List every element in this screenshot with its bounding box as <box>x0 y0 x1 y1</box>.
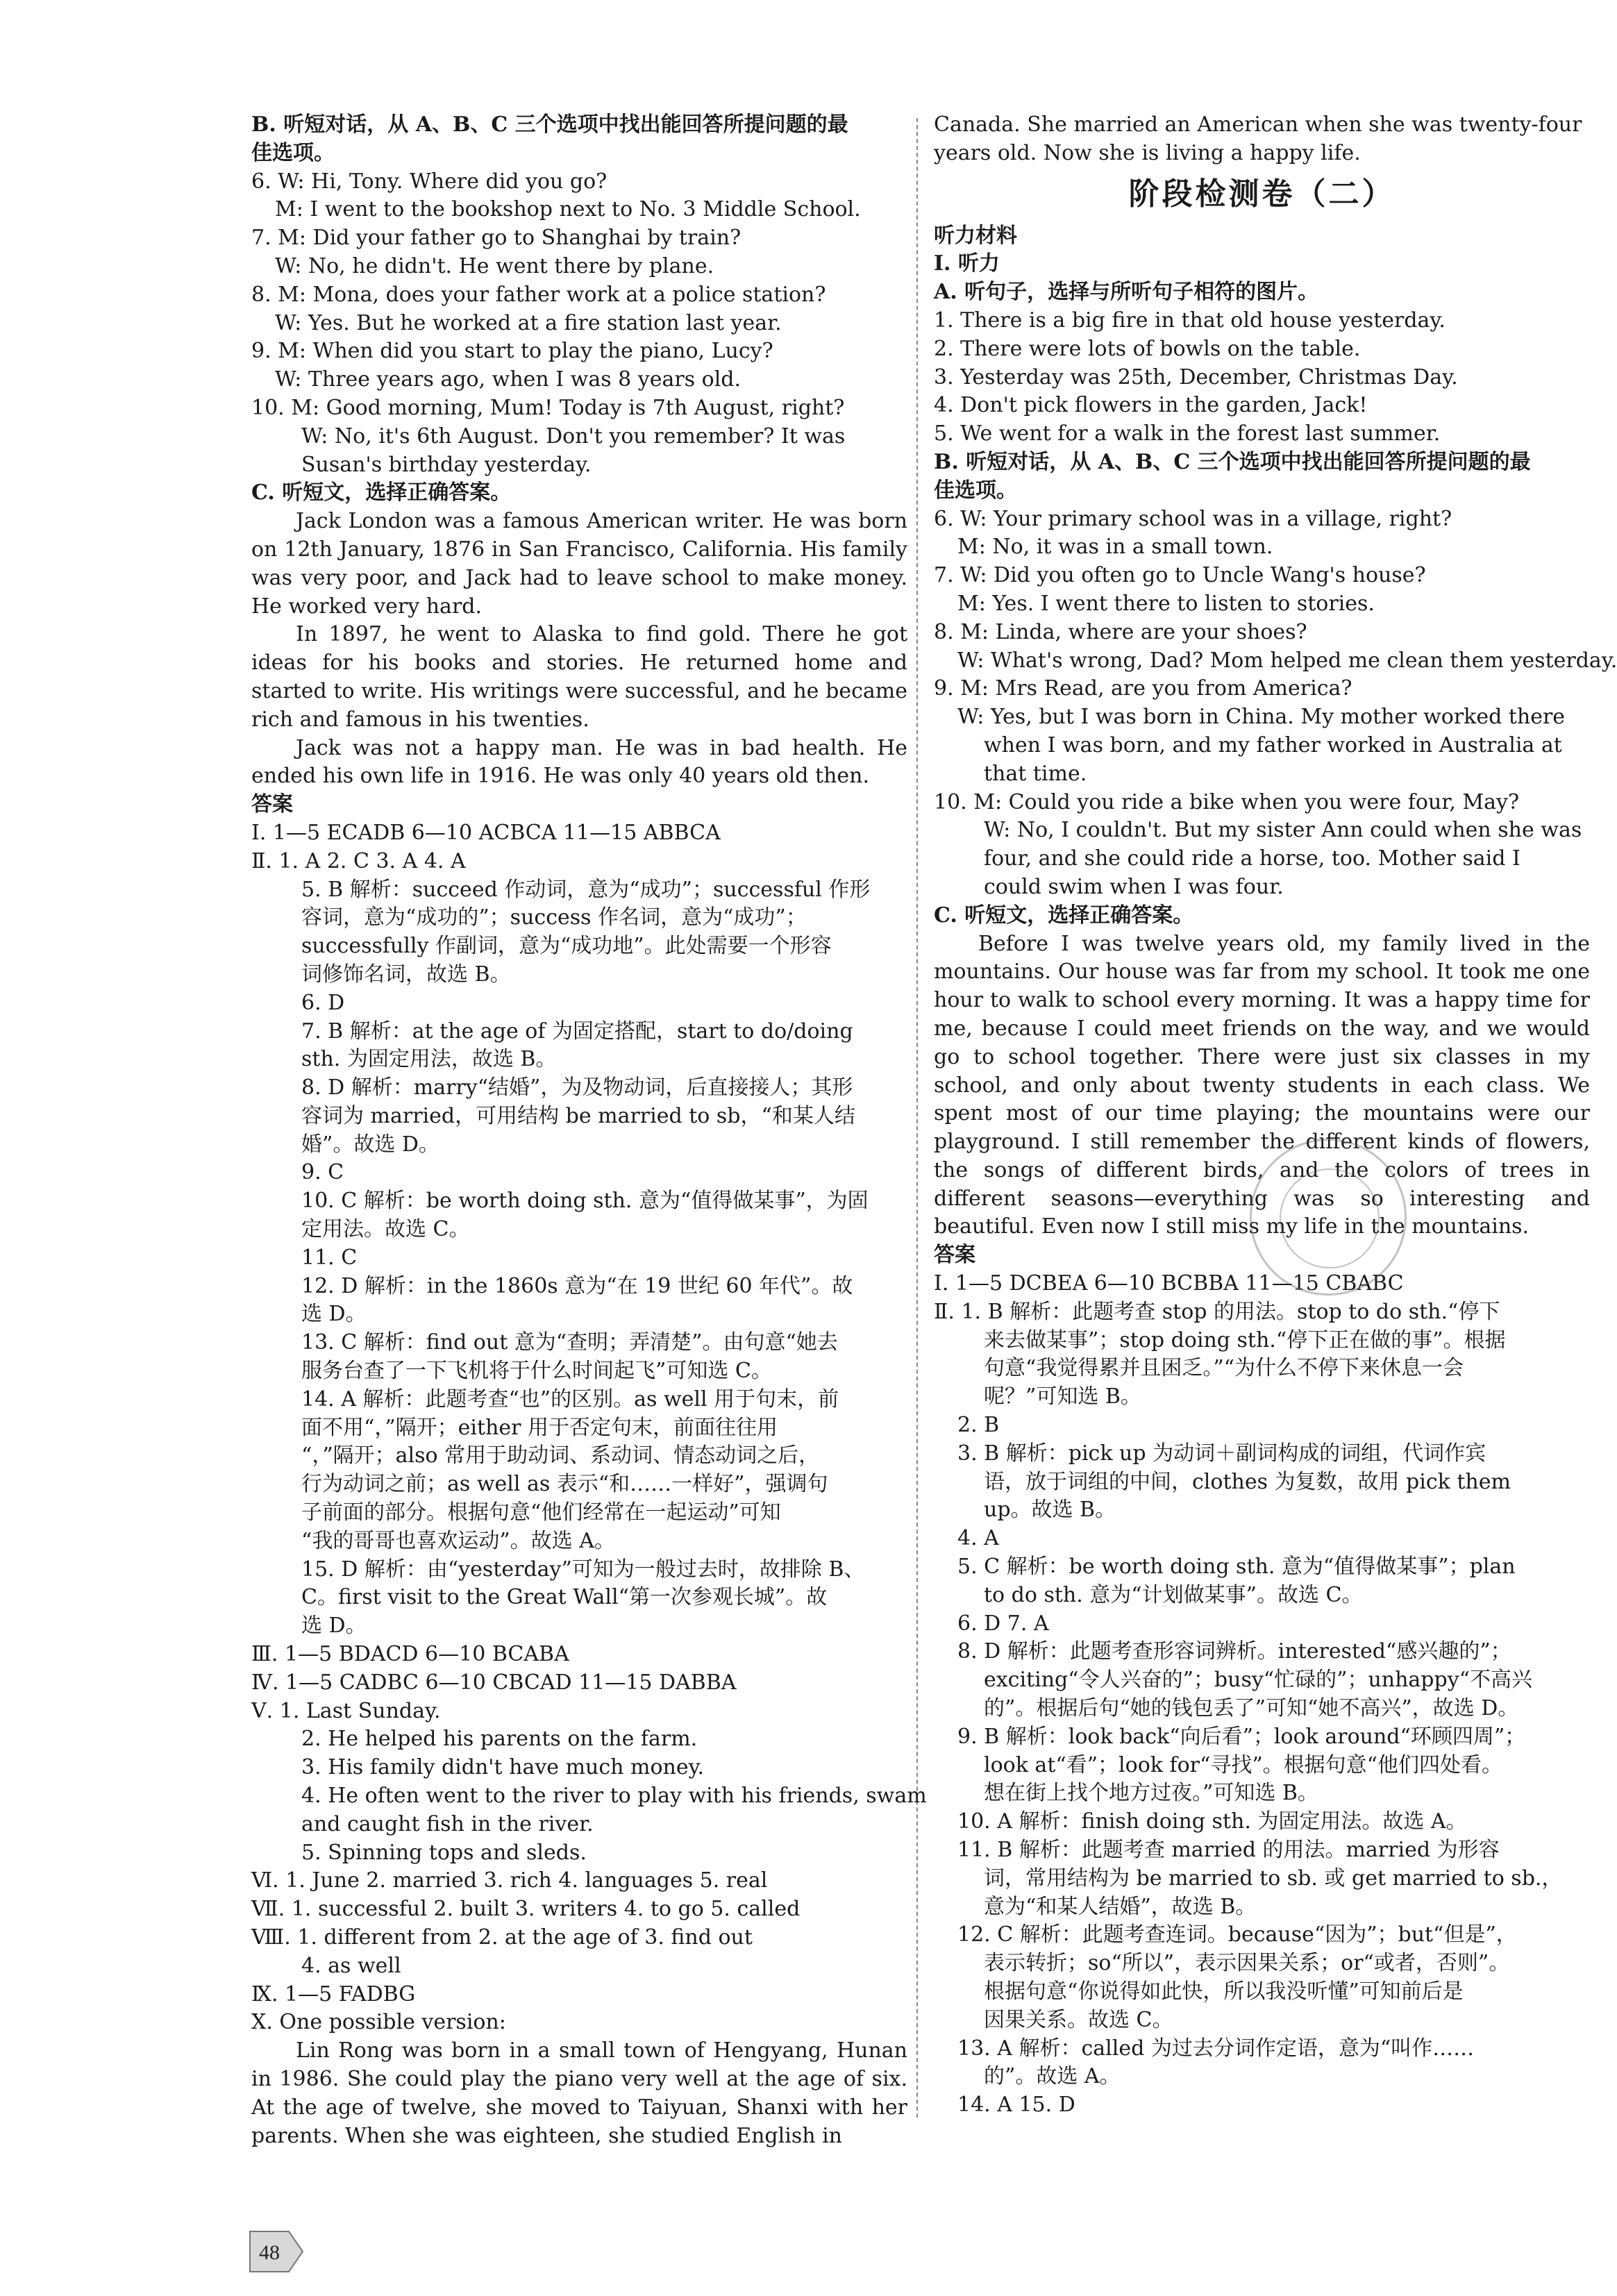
text-line: W: No, it's 6th August. Don't you remember? It was <box>301 424 846 449</box>
section-label: 佳选项。 <box>251 140 335 165</box>
text-line: W: What's wrong, Dad? Mom helped me clean them yesterday. <box>957 648 1617 673</box>
section-label: B. 听短对话，从 A、B、C 三个选项中找出能回答所提问题的最 <box>934 449 1531 474</box>
text-line: 6. D <box>301 990 345 1015</box>
text-line: 9. C <box>301 1160 344 1185</box>
text-line: four, and she could ride a horse, too. Mother said I <box>984 846 1520 871</box>
section-label: C. 听短文，选择正确答案。 <box>934 903 1194 928</box>
text-line: Ⅰ. 1—5 ECADB 6—10 ACBCA 11—15 ABBCA <box>251 820 721 845</box>
text-line: 8. M: Mona, does your father work at a police station? <box>251 282 826 307</box>
right-top-continuation <box>934 111 1590 168</box>
text-line: Ⅳ. 1—5 CADBC 6—10 CBCAD 11—15 DABBA <box>251 1670 737 1695</box>
paragraph: Jack London was a famous American writer. He was born on 12th January, 1876 in San Francisco, California. His family was very poor, and Jack had to leave school to make money. He worked very hard. <box>251 509 907 619</box>
section-label: 佳选项。 <box>934 478 1017 503</box>
text-line: 因果关系。故选 C。 <box>984 2007 1173 2032</box>
text-line: 4. as well <box>301 1953 401 1978</box>
section-label: 答案 <box>251 792 293 817</box>
text-line: 10. M: Could you ride a bike when you were four, May? <box>934 789 1520 814</box>
text-line: 4. He often went to the river to play with his friends, swam <box>301 1784 927 1809</box>
text-line: exciting“令人兴奋的”；busy“忙碌的”；unhappy“不高兴 <box>984 1668 1533 1693</box>
text-line: 15. D 解析：由“yesterday”可知为一般过去时，故排除 B、 <box>301 1557 865 1582</box>
text-line: could swim when I was four. <box>984 874 1284 899</box>
text-line: W: No, I couldn't. But my sister Ann could when she was <box>984 818 1582 843</box>
text-line: 语，放于词组的中间，clothes 为复数，故用 pick them <box>984 1469 1511 1494</box>
text-line: Ⅲ. 1—5 BDACD 6—10 BCABA <box>251 1642 569 1667</box>
text-line: 8. M: Linda, where are your shoes? <box>934 619 1307 644</box>
text-line: Ⅱ. 1. B 解析：此题考查 stop 的用法。stop to do sth.“停下 <box>934 1299 1500 1324</box>
watermark-seal <box>1250 1139 1407 1296</box>
text-line: 想在街上找个地方过夜。”可知选 B。 <box>984 1781 1318 1806</box>
text-line: 7. W: Did you often go to Uncle Wang's house? <box>934 563 1426 588</box>
text-line: when I was born, and my father worked in Australia at <box>984 732 1562 757</box>
text-line: Ⅶ. 1. successful 2. built 3. writers 4. to go 5. called <box>251 1897 801 1922</box>
section-label: 答案 <box>934 1243 975 1268</box>
text-line: 3. B 解析：pick up 为动词＋副词构成的词组，代词作宾 <box>957 1441 1486 1466</box>
text-line: Ⅷ. 1. different from 2. at the age of 3. find out <box>251 1925 753 1950</box>
text-line: 10. M: Good morning, Mum! Today is 7th August, right? <box>251 395 845 420</box>
text-line: 句意“我觉得累并且困乏。”“为什么不停下来休息一会 <box>984 1356 1464 1381</box>
text-line: 定用法。故选 C。 <box>301 1217 470 1242</box>
text-line: 13. C 解析：find out 意为“查明；弄清楚”。由句意“她去 <box>301 1330 838 1355</box>
text-line: Canada. She married an American when she was twenty-four <box>934 112 1582 137</box>
text-line: 7. M: Did your father go to Shanghai by train? <box>251 226 742 251</box>
text-line: years old. Now she is living a happy life. <box>934 140 1361 165</box>
text-line: 6. D 7. A <box>957 1611 1049 1636</box>
text-line: 12. D 解析：in the 1860s 意为“在 19 世纪 60 年代”。故 <box>301 1273 853 1298</box>
text-line: 呢？”可知选 B。 <box>984 1384 1141 1409</box>
text-line: 选 D。 <box>301 1302 367 1327</box>
text-line: successfully 作副词，意为“成功地”。此处需要一个形容 <box>301 934 832 959</box>
text-line: M: Yes. I went there to listen to stories. <box>957 591 1375 616</box>
text-line: 5. B 解析：succeed 作动词，意为“成功”；successful 作形 <box>301 877 871 902</box>
page-number: 48 <box>259 2241 280 2264</box>
text-line: 2. B <box>957 1413 1000 1438</box>
text-line: 婚”。故选 D。 <box>301 1132 439 1157</box>
text-line: up。故选 B。 <box>984 1498 1116 1523</box>
text-line: 12. C 解析：此题考查连词。because“因为”；but“但是”， <box>957 1922 1517 1947</box>
text-line: 9. M: When did you start to play the piano, Lucy? <box>251 339 773 364</box>
text-line: 4. A <box>957 1526 999 1551</box>
text-line: “，”隔开；also 常用于助动词、系动词、情态动词之后， <box>301 1443 820 1468</box>
text-line: 3. Yesterday was 25th, December, Christmas Day. <box>934 364 1458 389</box>
text-line: 的”。根据后句“她的钱包丢了”可知“她不高兴”，故选 D。 <box>984 1696 1519 1721</box>
text-line: 14. A 15. D <box>957 2093 1075 2118</box>
section-label: Ⅰ. 听力 <box>934 251 1000 276</box>
text-line: 词修饰名词，故选 B。 <box>301 962 511 987</box>
text-line: and caught fish in the river. <box>301 1811 594 1836</box>
text-line: 10. A 解析：finish doing sth. 为固定用法。故选 A。 <box>957 1809 1467 1834</box>
text-line: 7. B 解析：at the age of 为固定搭配，start to do/doing <box>301 1019 853 1044</box>
text-line: 服务台查了一下飞机将于什么时间起飞”可知选 C。 <box>301 1359 772 1384</box>
text-line: 容词为 married，可用结构 be married to sb，“和某人结 <box>301 1103 855 1128</box>
text-line: 面不用“，”隔开；either 用于否定句末，前面往往用 <box>301 1415 778 1440</box>
text-line: 14. A 解析：此题考查“也”的区别。as well 用于句末，前 <box>301 1386 839 1411</box>
text-line: 10. C 解析：be worth doing sth. 意为“值得做某事”，为固 <box>301 1189 869 1214</box>
text-line: 容词，意为“成功的”；success 作名词，意为“成功”； <box>301 905 807 930</box>
text-line: W: Yes, but I was born in China. My mother worked there <box>957 705 1566 730</box>
text-line: 行为动词之前；as well as 表示“和……一样好”，强调句 <box>301 1472 828 1497</box>
text-line: Ⅰ. 1—5 DCBEA 6—10 BCBBA 11—15 CBABC <box>934 1271 1404 1296</box>
paragraph: Before I was twelve years old, my family lived in the mountains. Our house was far from my school. It took me one hour to walk to school every morning. It was a happy time for me, because I could meet friends on the way, and we would go to school together. There were just six classes in my school, and only about twenty students in each class. We spent most of our time playing; the mountains were our playground. I still remember the different kinds of flowers, the songs of different birds, and the colors of trees in different seasons—everything was so interesting and beautiful. Even now I still miss my life in the mountains. <box>934 931 1590 1239</box>
paragraph: Lin Rong was born in a small town of Hengyang, Hunan in 1986. She could play the piano very well at the age of six. At the age of twelve, she moved to Taiyuan, Shanxi with her parents. When she was eighteen, she studied English in <box>251 2038 907 2148</box>
text-line: 5. We went for a walk in the forest last summer. <box>934 421 1441 446</box>
text-line: 8. D 解析：marry“结婚”，为及物动词，后直接接人；其形 <box>301 1075 853 1100</box>
text-line: 词，常用结构为 be married to sb. 或 get married to sb.， <box>984 1866 1563 1891</box>
text-line: 1. There is a big fire in that old house yesterday. <box>934 308 1446 333</box>
text-line: 子前面的部分。根据句意“他们经常在一起运动”可知 <box>301 1500 781 1525</box>
text-line: 5. C 解析：be worth doing sth. 意为“值得做某事”；plan <box>957 1555 1516 1579</box>
text-line: 9. M: Mrs Read, are you from America? <box>934 676 1352 701</box>
page-number-badge <box>249 2229 304 2274</box>
section-heading: 阶段检测卷（二） <box>1128 176 1396 212</box>
right-column <box>934 111 1617 2120</box>
text-line: 6. W: Hi, Tony. Where did you go? <box>251 169 608 194</box>
text-line: 3. His family didn't have much money. <box>301 1755 705 1780</box>
text-line: Ⅹ. One possible version: <box>251 2010 506 2035</box>
text-line: “我的哥哥也喜欢运动”。故选 A。 <box>301 1528 615 1553</box>
text-line: W: Three years ago, when I was 8 years old. <box>275 367 742 392</box>
text-line: W: No, he didn't. He went there by plane. <box>275 253 714 278</box>
text-line: 意为“和某人结婚”，故选 B。 <box>984 1894 1257 1919</box>
text-line: 13. A 解析：called 为过去分词作定语，意为“叫作…… <box>957 2036 1475 2061</box>
text-line: 来去做某事”；stop doing sth.“停下正在做的事”。根据 <box>984 1327 1506 1352</box>
text-line: 根据句意“你说得如此快，所以我没听懂”可知前后是 <box>984 1979 1464 2004</box>
text-line: 6. W: Your primary school was in a village, right? <box>934 506 1452 531</box>
text-line: 2. He helped his parents on the farm. <box>301 1727 698 1752</box>
right-body <box>934 222 1617 2120</box>
text-line: that time. <box>984 761 1087 786</box>
text-line: M: I went to the bookshop next to No. 3 Middle School. <box>275 197 861 222</box>
text-line: C。first visit to the Great Wall“第一次参观长城”。故 <box>301 1585 828 1610</box>
text-line: 2. There were lots of bowls on the table. <box>934 336 1361 361</box>
text-line: look at“看”；look for“寻找”。根据句意“他们四处看。 <box>984 1752 1502 1777</box>
text-line: 9. B 解析：look back“向后看”；look around“环顾四周”； <box>957 1724 1526 1749</box>
paragraph: Jack was not a happy man. He was in bad health. He ended his own life in 1916. He was only 40 years old then. <box>251 735 907 789</box>
text-line: Susan's birthday yesterday. <box>301 452 592 477</box>
text-line: W: Yes. But he worked at a fire station last year. <box>275 310 782 335</box>
section-label: B. 听短对话，从 A、B、C 三个选项中找出能回答所提问题的最 <box>251 112 848 137</box>
text-line: to do sth. 意为“计划做某事”。故选 C。 <box>984 1582 1363 1607</box>
text-line: 4. Don't pick flowers in the garden, Jack! <box>934 393 1368 418</box>
section-label: C. 听短文，选择正确答案。 <box>251 480 512 505</box>
text-line: Ⅴ. 1. Last Sunday. <box>251 1698 441 1723</box>
text-line: 表示转折；so“所以”，表示因果关系；or“或者，否则”。 <box>984 1951 1510 1976</box>
text-line: Ⅸ. 1—5 FADBG <box>251 1981 416 2006</box>
text-line: 8. D 解析：此题考查形容词辨析。interested“感兴趣的”； <box>957 1639 1511 1664</box>
column-divider <box>916 118 918 2118</box>
text-line: sth. 为固定用法，故选 B。 <box>301 1047 557 1072</box>
section-label: A. 听句子，选择与所听句子相符的图片。 <box>934 280 1319 305</box>
text-line: 11. B 解析：此题考查 married 的用法。married 为形容 <box>957 1838 1500 1863</box>
text-line: 5. Spinning tops and sleds. <box>301 1840 587 1865</box>
section-label: 听力材料 <box>934 223 1017 248</box>
text-line: 的”。故选 A。 <box>984 2064 1121 2089</box>
text-line: M: No, it was in a small town. <box>957 535 1273 560</box>
text-line: Ⅵ. 1. June 2. married 3. rich 4. languages 5. real <box>251 1868 768 1893</box>
left-column <box>251 111 927 2150</box>
text-line: Ⅱ. 1. A 2. C 3. A 4. A <box>251 848 466 873</box>
text-line: 选 D。 <box>301 1614 367 1639</box>
paragraph: In 1897, he went to Alaska to find gold. There he got ideas for his books and stories. He returned home and started to write. His writings were successful, and he became rich and famous in his twenties. <box>251 622 907 732</box>
text-line: 11. C <box>301 1245 358 1270</box>
